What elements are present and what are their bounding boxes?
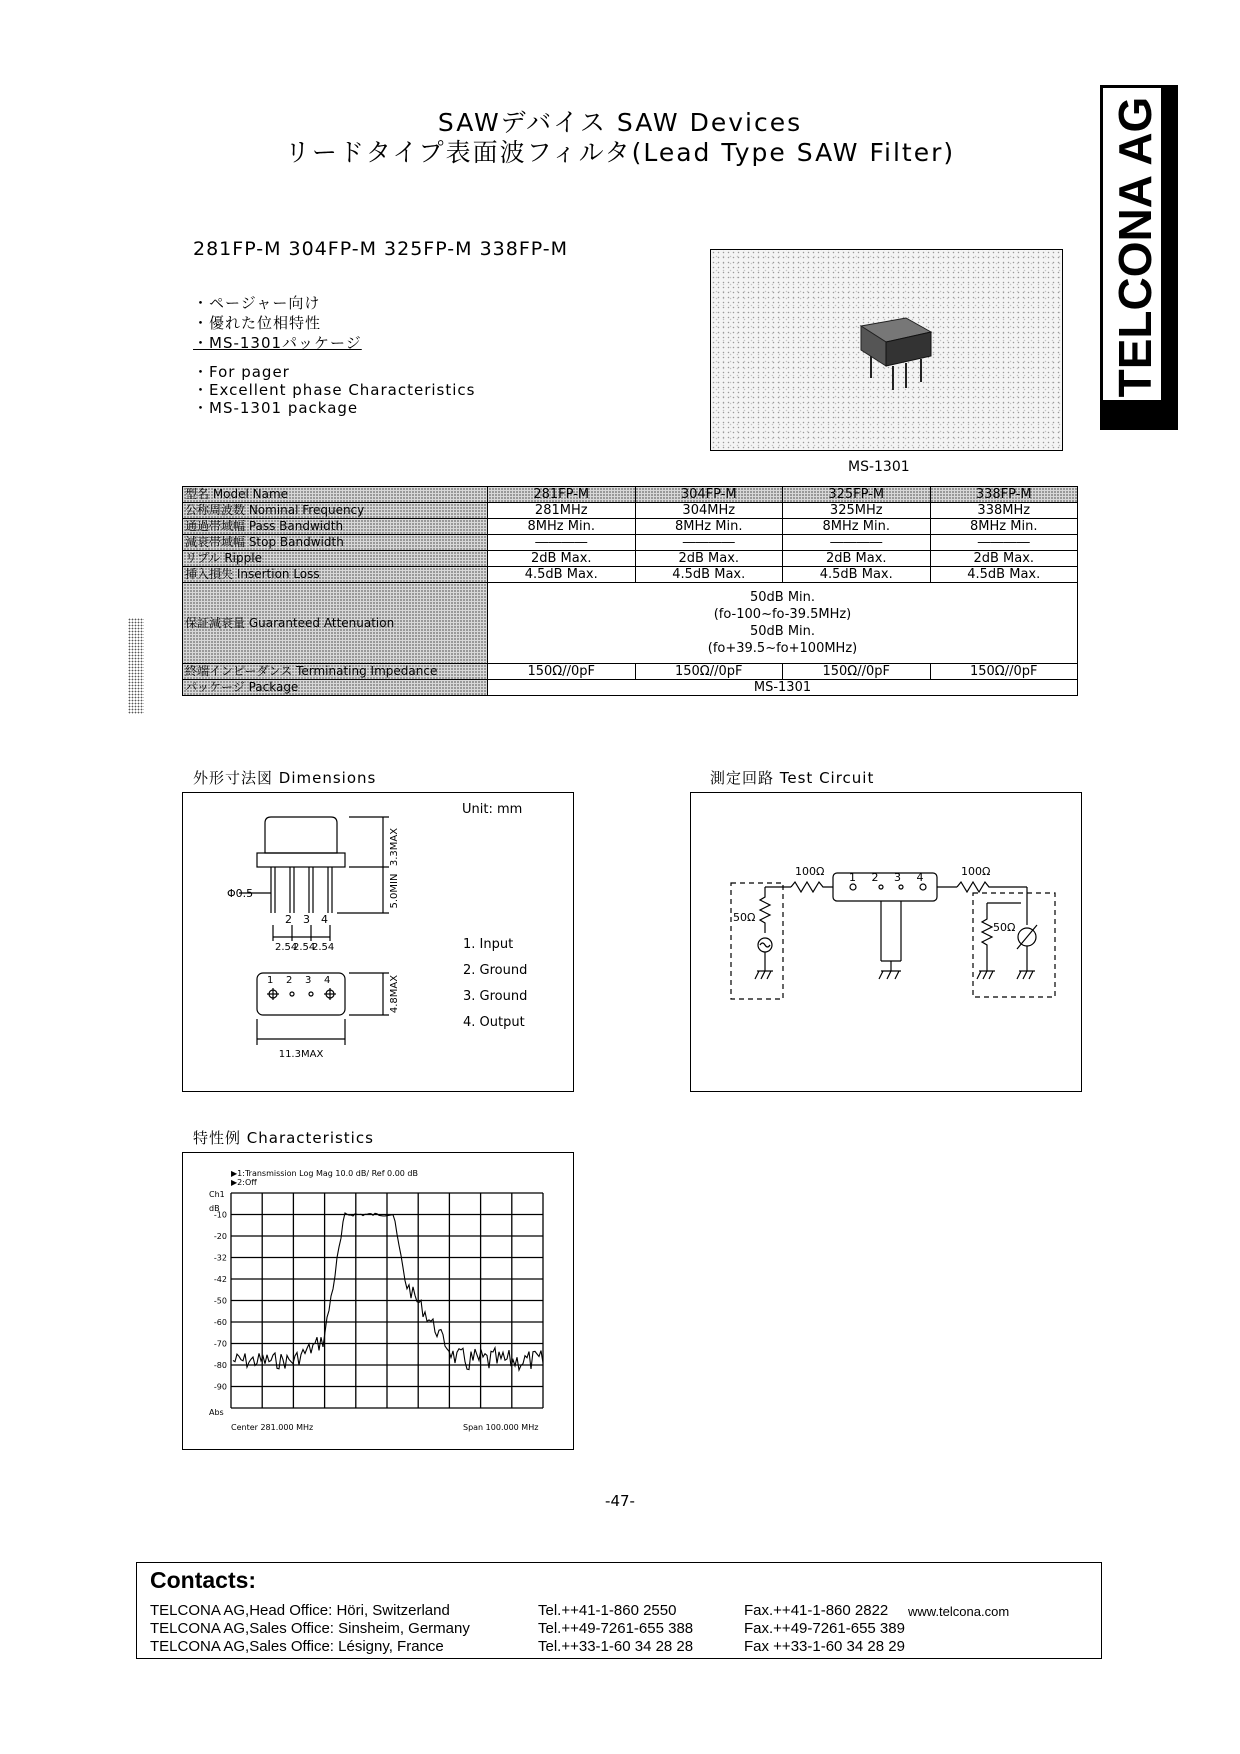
chart-abs: Abs [209,1408,224,1417]
contact-tel: Tel.++49-7261-655 388 [538,1620,694,1637]
pin-number: 3 [303,913,310,926]
pitch-dim: 2.54 [275,942,298,953]
contact-office: TELCONA AG,Head Office: Höri, Switzerland [150,1602,450,1619]
table-row [183,503,1078,519]
width-dim: 4.8MAX [389,974,400,1014]
chart-top-line-2: ▶2:Off [231,1178,257,1187]
y-tick-label: -20 [213,1232,227,1241]
attenuation-line: (fo+39.5~fo+100MHz) [707,641,858,656]
contact-tel: Tel.++33-1-60 34 28 28 [538,1638,694,1655]
pin-number: 1 [267,975,274,986]
row-label: 型名 Model Name [183,487,488,503]
test-circuit-heading: 測定回路 Test Circuit [710,769,875,787]
y-tick-label: -70 [213,1339,227,1349]
value-cell: 8MHz Min. [635,519,783,535]
value-cell: ―――― [783,535,931,551]
row-label: パッケージ Package [183,680,488,696]
margin-stamp [128,618,144,714]
table-row [183,535,1078,551]
value-cell: 150Ω//0pF [930,664,1078,680]
test-circuit-diagram [691,793,1081,1091]
row-label: リプル Ripple [183,551,488,567]
page-number: -47- [605,1492,635,1510]
pin-desc: 3. Ground [463,989,528,1004]
pin-number: 2 [286,975,293,986]
contact-office: TELCONA AG,Sales Office: Sinsheim, Germany [150,1620,470,1637]
table-row [183,551,1078,567]
title-line-2: リードタイプ表面波フィルタ(Lead Type SAW Filter) [284,138,956,167]
height-dim: 3.3MAX [389,827,400,867]
attenuation-line: 50dB Min. [749,590,816,605]
contact-office: TELCONA AG,Sales Office: Lésigny, France [150,1638,444,1655]
row-label: 公称周波数 Nominal Frequency [183,503,488,519]
y-tick-label: -10 [213,1210,227,1220]
value-cell: 8MHz Min. [930,519,1078,535]
dimensions-heading: 外形寸法図 Dimensions [193,769,377,787]
response-chart [183,1153,573,1449]
feature-jp-2: ・優れた位相特性 [193,314,322,332]
pin-number: 2 [285,913,292,926]
attenuation-line: (fo-100~fo-39.5MHz) [713,607,852,622]
contacts-box [136,1562,1102,1659]
table-row [183,680,1078,696]
value-cell: 4.5dB Max. [930,567,1078,583]
input-resistor-label: 100Ω [795,865,825,878]
value-cell: 2dB Max. [635,551,783,567]
value-cell: 2dB Max. [930,551,1078,567]
y-tick-label: -60 [213,1318,227,1327]
model-list: 281FP-M 304FP-M 325FP-M 338FP-M [193,238,569,260]
contact-tel: Tel.++41-1-860 2550 [538,1602,677,1619]
table-row [183,583,1078,664]
y-tick-label: -42 [213,1275,227,1284]
brand-logo [1100,85,1178,430]
row-label: 保証減衰量 Guaranteed Attenuation [183,583,488,664]
pin-number: 4 [324,975,331,986]
chart-channel: Ch1 [209,1190,225,1199]
chart-db: dB [209,1204,220,1213]
chart-center: Center 281.000 MHz [231,1423,314,1432]
attenuation-cell [488,583,1078,664]
dimensions-drawing [182,792,574,1092]
contact-fax: Fax.++41-1-860 2822 [744,1602,889,1619]
diameter-dim: Φ0.5 [227,887,254,900]
pin-number: 4 [321,913,328,926]
y-tick-label: -80 [213,1361,227,1370]
product-photo [710,249,1063,451]
chart-span: Span 100.000 MHz [463,1423,539,1432]
dimensions-diagram [183,793,573,1091]
test-circuit-drawing [690,792,1082,1092]
table-row [183,519,1078,535]
value-cell: 4.5dB Max. [783,567,931,583]
pitch-dim: 2.54 [312,942,335,953]
pin-desc: 4. Output [463,1015,525,1030]
row-label: 終端インピーダンス Terminating Impedance [183,664,488,680]
pin-number: 3 [305,975,312,986]
model-cell: 304FP-M [635,487,783,503]
y-tick-label: -50 [213,1296,227,1306]
pitch-dim: 2.54 [293,942,316,953]
value-cell: 8MHz Min. [783,519,931,535]
value-cell: 150Ω//0pF [488,664,636,680]
contact-web-link[interactable]: www.telcona.com [908,1604,1010,1619]
output-resistor-label: 100Ω [961,865,991,878]
value-cell: ―――― [635,535,783,551]
value-cell: ―――― [930,535,1078,551]
model-cell: 325FP-M [783,487,931,503]
y-tick-label: -90 [213,1382,227,1392]
characteristics-plot [182,1152,574,1450]
chart-top-line-1: ▶1:Transmission Log Mag 10.0 dB/ Ref 0.00 dB [231,1169,418,1178]
pin-desc: 1. Input [463,937,514,952]
row-label: 挿入損失 Insertion Loss [183,567,488,583]
feature-jp-1: ・ページャー向け [193,294,321,312]
contact-fax: Fax.++49-7261-655 389 [744,1620,905,1637]
spec-table [182,486,1078,696]
model-cell: 338FP-M [930,487,1078,503]
value-cell: 8MHz Min. [488,519,636,535]
value-cell: 281MHz [488,503,636,519]
feature-en-3: ・MS-1301 package [193,399,359,417]
table-row [183,487,1078,503]
value-cell: 338MHz [930,503,1078,519]
value-cell: 325MHz [783,503,931,519]
value-cell: 4.5dB Max. [635,567,783,583]
contact-fax: Fax ++33-1-60 34 28 29 [744,1638,905,1655]
feature-en-2: ・Excellent phase Characteristics [193,381,476,399]
pin-labels: 1 2 3 4 [849,871,930,884]
contacts-title: Contacts: [150,1567,257,1593]
value-cell: 4.5dB Max. [488,567,636,583]
value-cell: 150Ω//0pF [635,664,783,680]
value-cell: 150Ω//0pF [783,664,931,680]
load-resistor-label: 50Ω [993,921,1016,934]
table-row [183,664,1078,680]
characteristics-heading: 特性例 Characteristics [193,1129,374,1147]
attenuation-line: 50dB Min. [749,624,816,639]
model-cell: 281FP-M [488,487,636,503]
brand-text: TELCONA AG [1109,96,1161,398]
row-label: 減衰帯域幅 Stop Bandwidth [183,535,488,551]
length-dim: 11.3MAX [278,1049,324,1060]
y-tick-label: -32 [213,1253,227,1263]
feature-jp-3: ・MS-1301パッケージ [193,334,362,352]
value-cell: MS-1301 [488,680,1078,696]
value-cell: 304MHz [635,503,783,519]
table-row [183,567,1078,583]
photo-caption: MS-1301 [848,459,910,475]
title-line-1: SAWデバイス SAW Devices [437,108,803,137]
feature-en-1: ・For pager [193,363,290,381]
value-cell: 2dB Max. [783,551,931,567]
unit-label: Unit: mm [462,802,523,817]
value-cell: 2dB Max. [488,551,636,567]
source-resistor-label: 50Ω [733,911,756,924]
value-cell: ―――― [488,535,636,551]
row-label: 通過帯域幅 Pass Bandwidth [183,519,488,535]
package-illustration [711,250,1062,450]
pin-desc: 2. Ground [463,963,528,978]
lead-dim: 5.0MIN [389,873,400,909]
